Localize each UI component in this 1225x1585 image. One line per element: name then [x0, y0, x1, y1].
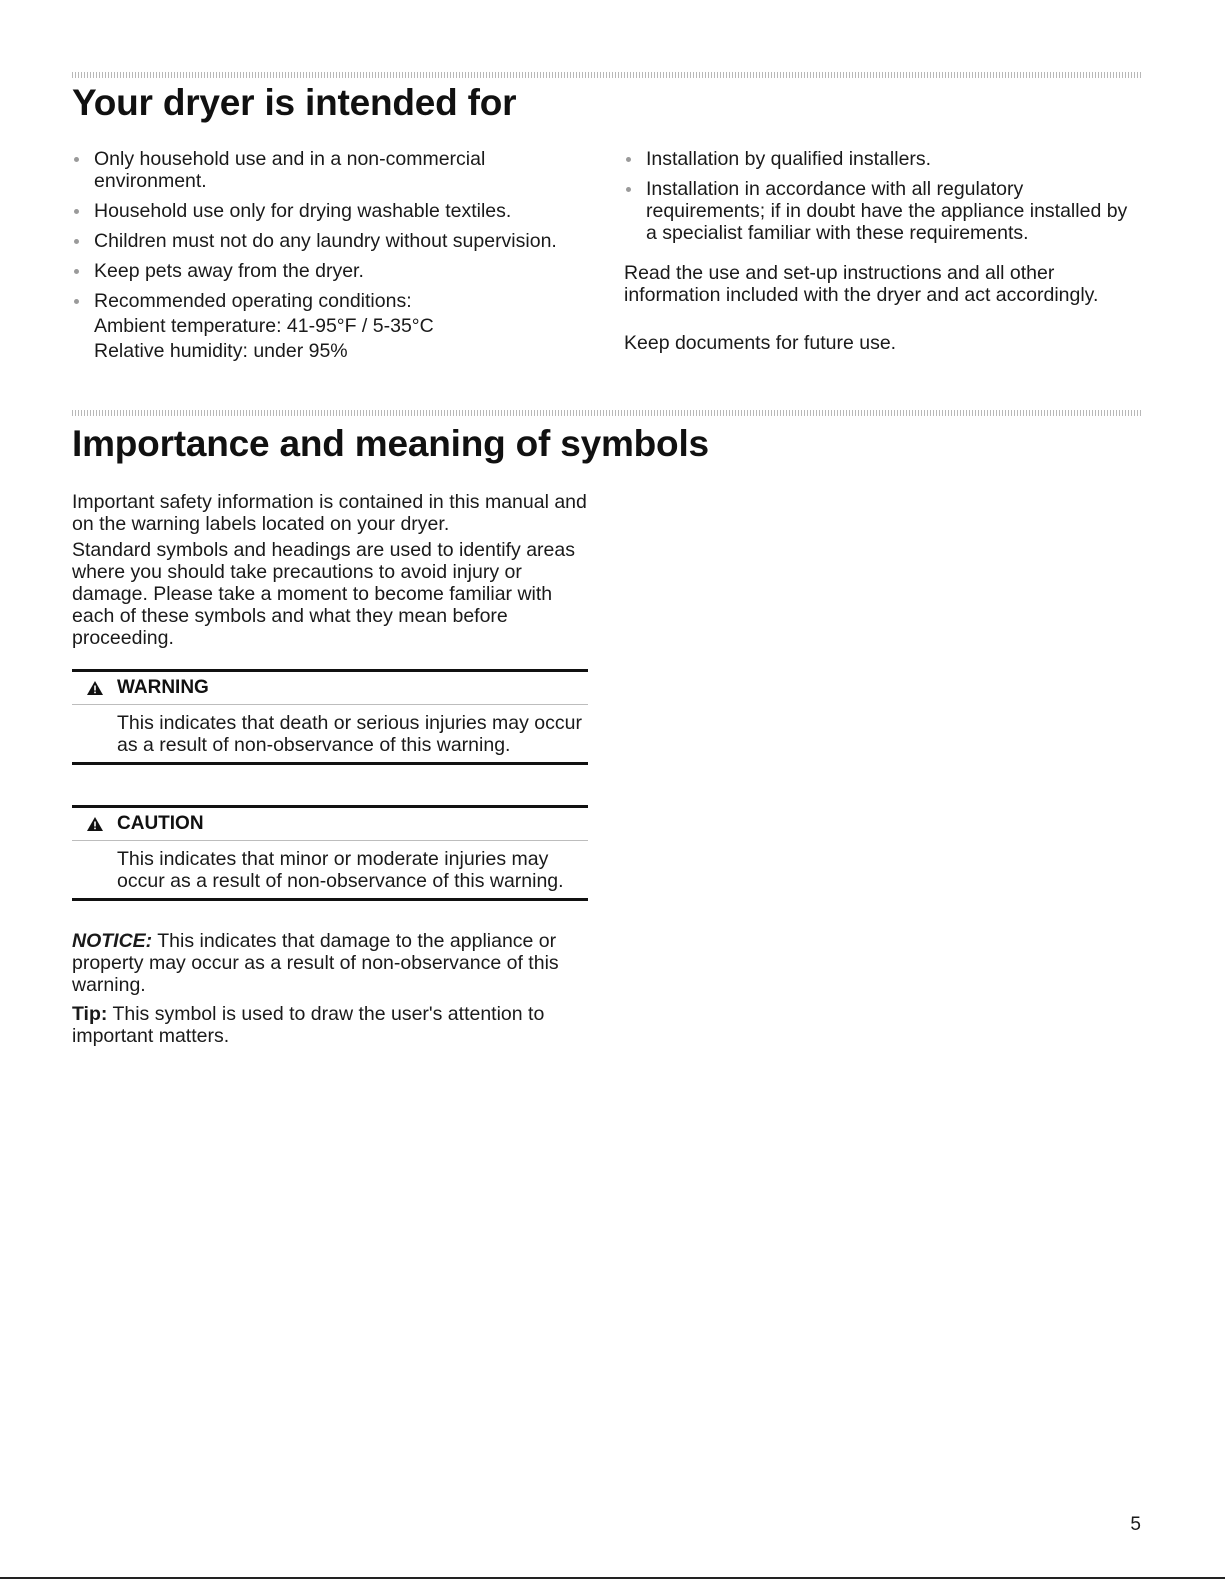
caution-text: This indicates that minor or moderate injuries may occur as a result of non-observance of this warning. [117, 848, 564, 892]
warning-box [72, 669, 588, 765]
warning-text: This indicates that death or serious injuries may occur as a result of non-observance of this warning. [117, 712, 582, 756]
list-item: Household use only for drying washable textiles. [72, 200, 592, 222]
bullet-icon [74, 269, 79, 274]
intro-paragraph-2: Standard symbols and headings are used to identify areas where you should take precautions to avoid injury or damage. Please take a moment to become familiar with each of these symbols and what they mean before proceeding. [72, 539, 575, 649]
tip-label: Tip: [72, 1003, 108, 1025]
warning-bottom-rule [72, 762, 588, 765]
caution-triangle-icon [72, 816, 117, 832]
list-item: Recommended operating conditions: Ambient temperature: 41-95°F / 5-35°C Relative humidity: under 95% [72, 290, 592, 362]
intended-use-left-column [72, 148, 592, 370]
section-title-symbols: Importance and meaning of symbols [72, 423, 709, 464]
bullet-icon [74, 239, 79, 244]
bullet-icon [626, 187, 631, 192]
bullet-icon [74, 299, 79, 304]
bullet-icon [626, 157, 631, 162]
notice-paragraph [72, 930, 588, 996]
section-divider-top [72, 72, 1142, 78]
notice-tip-block [72, 930, 588, 1047]
notice-text: This indicates that damage to the appliance or property may occur as a result of non-observance of this warning. [72, 930, 559, 996]
list-item: Installation in accordance with all regulatory requirements; if in doubt have the appliance installed by a specialist familiar with these requirements. [624, 178, 1134, 244]
keep-documents-note: Keep documents for future use. [624, 332, 897, 354]
warning-header [72, 672, 588, 705]
notice-label: NOTICE: [72, 930, 153, 952]
list-item: Children must not do any laundry without supervision. [72, 230, 592, 252]
caution-bottom-rule [72, 898, 588, 901]
intended-use-right-column [624, 148, 1134, 354]
intro-paragraph-1: Important safety information is contained in this manual and on the warning labels located on your dryer. [72, 491, 587, 535]
list-item: Installation by qualified installers. [624, 148, 1134, 170]
read-instructions-note: Read the use and set-up instructions and all other information included with the dryer and act accordingly. [624, 262, 1099, 306]
symbols-intro [72, 491, 588, 649]
relative-humidity: Relative humidity: under 95% [94, 340, 348, 362]
bullet-icon [74, 157, 79, 162]
warning-triangle-icon [72, 680, 117, 696]
tip-paragraph [72, 1003, 588, 1047]
tip-text: This symbol is used to draw the user's attention to important matters. [72, 1003, 545, 1047]
section-divider-middle [72, 410, 1142, 416]
bullet-icon [74, 209, 79, 214]
section-title-intended-use: Your dryer is intended for [72, 82, 517, 123]
page-number: 5 [1130, 1514, 1141, 1535]
caution-box [72, 805, 588, 901]
list-item: Only household use and in a non-commercial environment. [72, 148, 592, 192]
warning-label: WARNING [117, 677, 209, 698]
caution-label: CAUTION [117, 813, 204, 834]
ambient-temperature: Ambient temperature: 41-95°F / 5-35°C [94, 315, 434, 337]
caution-header [72, 808, 588, 841]
page-bottom-border [0, 1577, 1225, 1579]
list-item: Keep pets away from the dryer. [72, 260, 592, 282]
